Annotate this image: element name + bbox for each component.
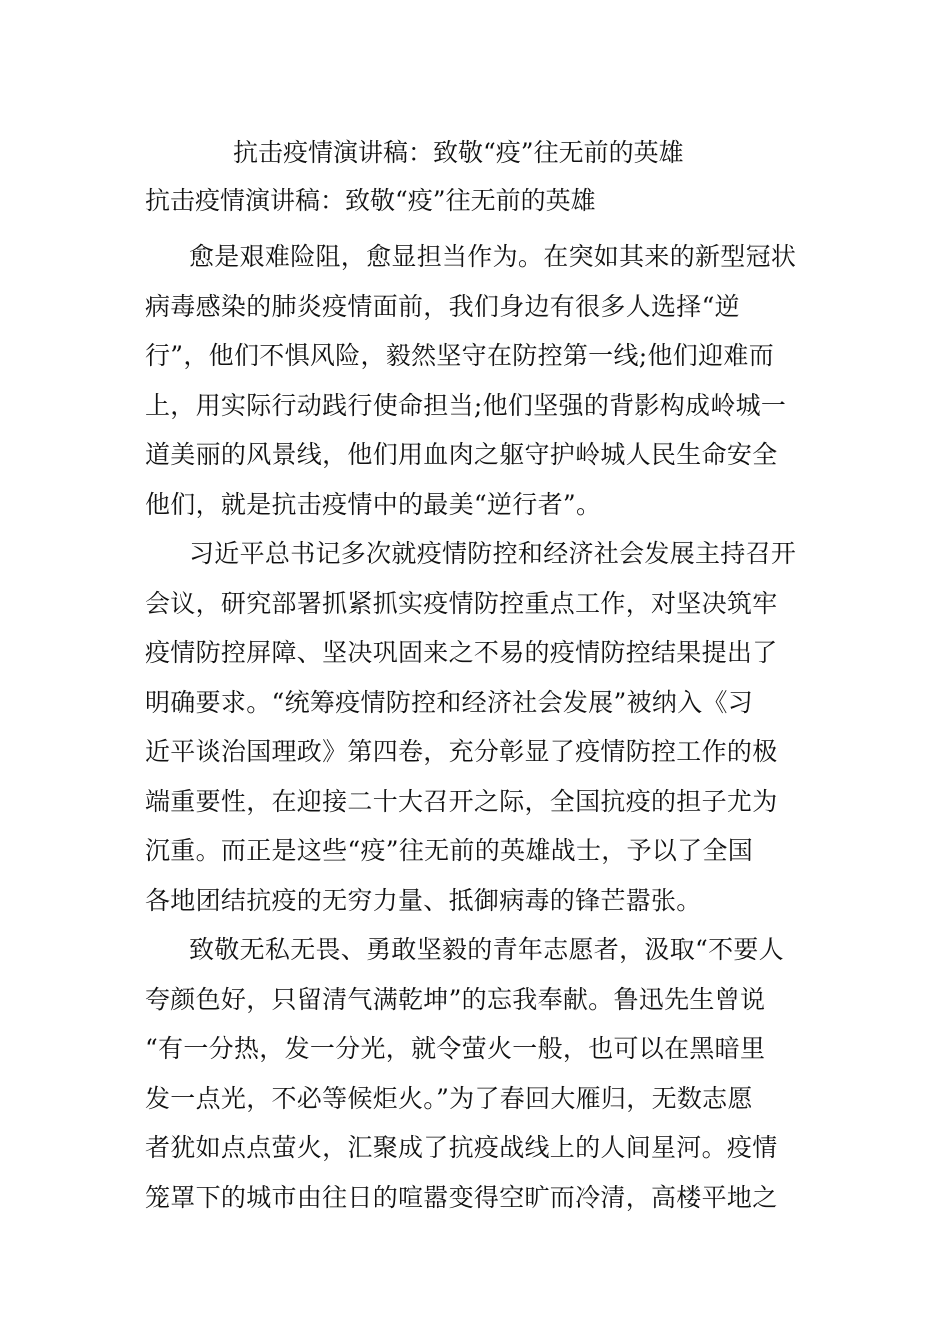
paragraph-line: 发一点光，不必等候炬火。”为了春回大雁归，无数志愿	[145, 1083, 753, 1113]
paragraph-line: 端重要性，在迎接二十大召开之际，全国抗疫的担子尤为	[145, 786, 778, 816]
paragraph-line: 各地团结抗疫的无穷力量、抵御病毒的锋芒嚣张。	[145, 885, 702, 915]
paragraph-line: 夸颜色好，只留清气满乾坤”的忘我奉献。鲁迅先生曾说	[145, 984, 766, 1014]
paragraph-3	[145, 925, 805, 1222]
document-title: 抗击疫情演讲稿：致敬“疫”往无前的英雄	[233, 138, 684, 167]
paragraph-line: 愈是艰难险阻，愈显担当作为。在突如其来的新型冠状	[189, 242, 797, 271]
paragraph-line: 上，用实际行动践行使命担当;他们坚强的背影构成岭城一	[145, 390, 787, 420]
document-body	[145, 232, 805, 1222]
paragraph-line: 笼罩下的城市由往日的喧嚣变得空旷而冷清，高楼平地之	[145, 1182, 778, 1212]
paragraph-line: 疫情防控屏障、坚决巩固来之不易的疫情防控结果提出了	[145, 638, 778, 667]
paragraph-line: 沉重。而正是这些“疫”往无前的英雄战士，予以了全国	[145, 836, 754, 865]
paragraph-line: 行”，他们不惧风险，毅然坚守在防控第一线;他们迎难而	[145, 341, 775, 370]
document-subtitle: 抗击疫情演讲稿：致敬“疫”往无前的英雄	[145, 186, 596, 215]
paragraph-line: “有一分热，发一分光，就令萤火一般，也可以在黑暗里	[145, 1034, 766, 1063]
paragraph-line: 道美丽的风景线，他们用血肉之躯守护岭城人民生命安全	[145, 440, 778, 469]
paragraph-line: 病毒感染的肺炎疫情面前，我们身边有很多人选择“逆	[145, 291, 740, 321]
paragraph-line: 近平谈治国理政》第四卷，充分彰显了疫情防控工作的极	[145, 737, 778, 766]
paragraph-line: 他们，就是抗击疫情中的最美“逆行者”。	[145, 489, 602, 519]
paragraph-line: 会议，研究部署抓紧抓实疫情防控重点工作，对坚决筑牢	[145, 588, 778, 618]
paragraph-2	[145, 529, 805, 925]
paragraph-line: 致敬无私无畏、勇敢坚毅的青年志愿者，汲取“不要人	[189, 935, 784, 964]
paragraph-line: 明确要求。“统筹疫情防控和经济社会发展”被纳入《习	[145, 687, 754, 717]
paragraph-1	[145, 232, 805, 529]
paragraph-line: 者犹如点点萤火，汇聚成了抗疫战线上的人间星河。疫情	[145, 1133, 778, 1162]
paragraph-line: 习近平总书记多次就疫情防控和经济社会发展主持召开	[189, 539, 797, 568]
